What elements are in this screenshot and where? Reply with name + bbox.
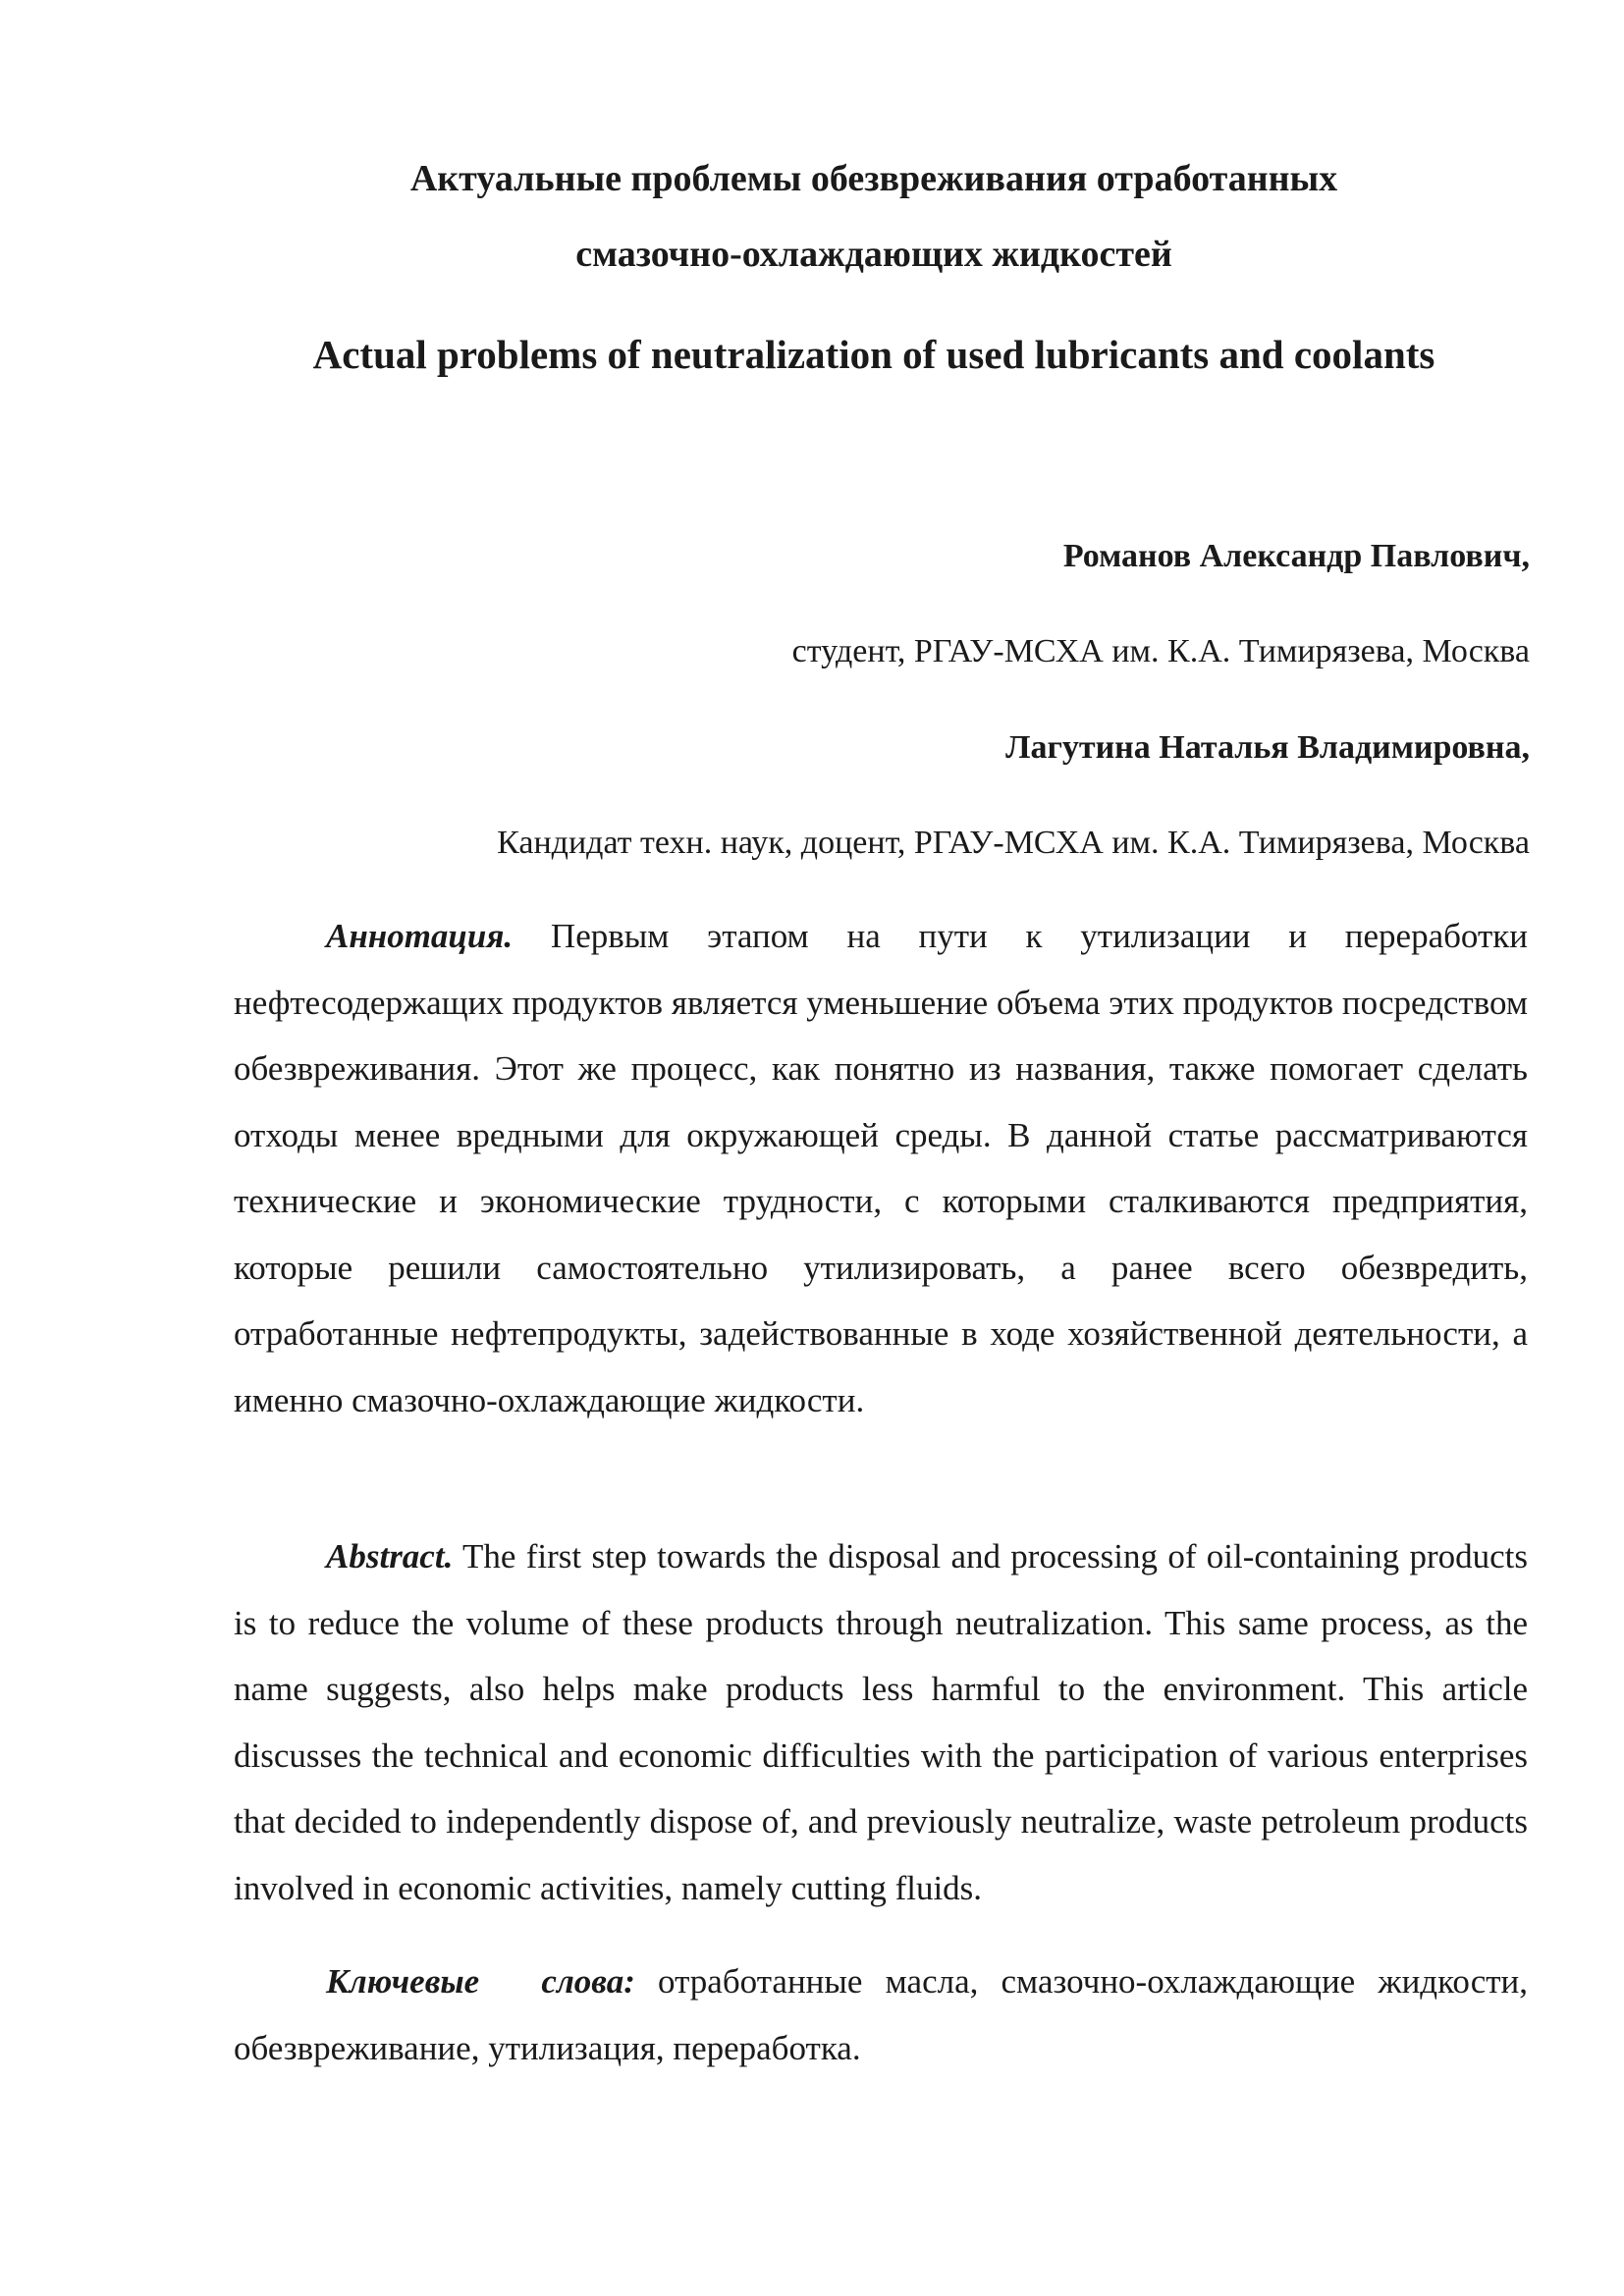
keywords-paragraph <box>234 1949 1528 2081</box>
keywords-text: отработанные масла, смазочно-охлаждающие жидкости, обезвреживание, утилизация, переработка. <box>234 1962 1529 2067</box>
keywords-label: Ключевые слова: <box>326 1962 635 2001</box>
annotation-label: Аннотация. <box>326 917 514 955</box>
author-1-name: Романов Александр Павлович, <box>1062 538 1530 574</box>
abstract-label: Abstract. <box>326 1537 454 1575</box>
title-ru-line-2: смазочно-охлаждающих жидкостей <box>575 234 1172 275</box>
author-1-affiliation: студент, РГАУ-МСХА им. К.А. Тимирязева, Москва <box>791 633 1530 669</box>
title-ru-line-1: Актуальные проблемы обезвреживания отработанных <box>409 158 1338 199</box>
annotation-text: Первым этапом на пути к утилизации и переработки нефтесодержащих продуктов является уменьшение объема этих продуктов посредством обезвреживания. Этот же процесс, как понятно из названия, также помогает сделать отходы менее вредными для окружающей среды. В данной статье рассматриваются технические и экономические трудности, с которыми сталкиваются предприятия, которые решили самостоятельно утилизировать, а ранее всего обезвредить, отработанные нефтепродукты, задействованные в ходе хозяйственной деятельности, а именно смазочно-охлаждающие жидкости. <box>234 917 1528 1419</box>
author-2-name: Лагутина Наталья Владимировна, <box>1005 729 1530 766</box>
annotation-paragraph <box>234 903 1528 1433</box>
author-2-affiliation: Кандидат техн. наук, доцент, РГАУ-МСХА им. К.А. Тимирязева, Москва <box>497 825 1530 861</box>
abstract-paragraph <box>234 1523 1528 1921</box>
title-en: Actual problems of neutralization of used lubricants and coolants <box>312 332 1435 377</box>
abstract-text: The first step towards the disposal and processing of oil-containing products is to reduce the volume of these products through neutralization. This same process, as the name suggests, also helps make products less harmful to the environment. This article discusses the technical and economic difficulties with the participation of various enterprises that decided to independently dispose of, and previously neutralize, waste petroleum products involved in economic activities, namely cutting fluids. <box>234 1537 1528 1907</box>
